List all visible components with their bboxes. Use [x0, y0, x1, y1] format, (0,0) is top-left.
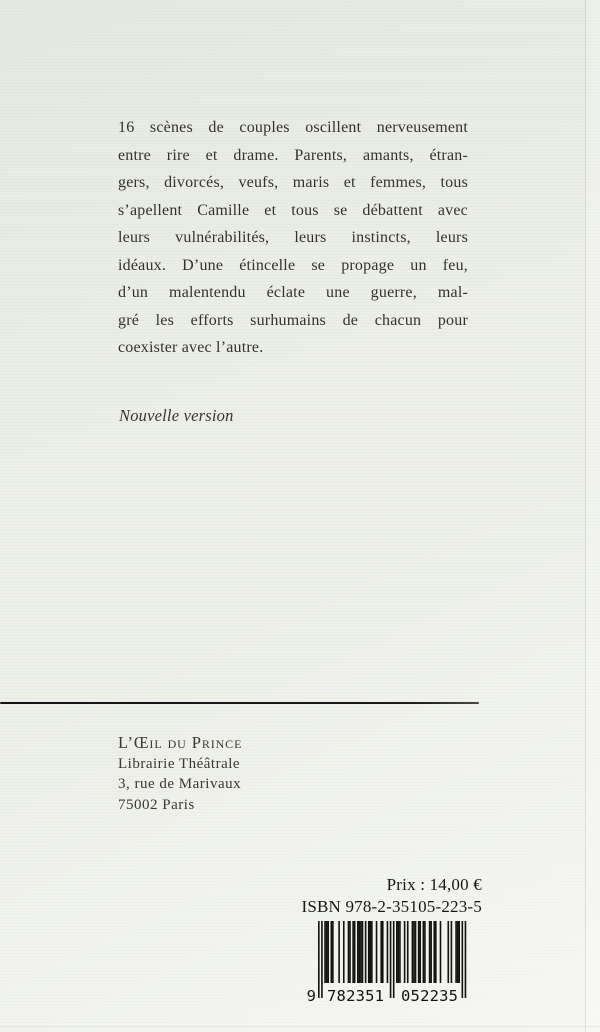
blurb-line: idéaux. D’une étincelle se propage un feu, [118, 256, 468, 274]
blurb-line: s’apellent Camille et tous se débattent avec [118, 201, 468, 219]
publisher-address-line: 3, rue de Marivaux [118, 776, 242, 793]
isbn-label: ISBN 978-2-35105-223-5 [301, 896, 482, 916]
edition-note: Nouvelle version [119, 406, 234, 425]
paper-edge-crease [585, 0, 586, 1032]
divider-rule [0, 702, 479, 704]
barcode-digit-left: 9 [306, 987, 316, 1005]
publisher-address-line: 75002 Paris [118, 796, 195, 813]
blurb-line: leurs vulnérabilités, leurs instincts, leurs [118, 229, 468, 246]
blurb-line: coexister avec l’autre. [118, 339, 264, 356]
blurb-line: d’un malentendu éclate une guerre, mal- [118, 284, 468, 301]
blurb-paragraph [118, 114, 468, 362]
barcode-digit-group1: 782351 [327, 987, 384, 1005]
barcode [306, 921, 469, 1007]
paper-edge-bottom [0, 1026, 600, 1027]
blurb-line: gers, divorcés, veufs, maris et femmes, tous [118, 174, 468, 191]
blurb-line: gré les efforts surhumains de chacun pour [118, 311, 468, 329]
paper-edge-highlight [586, 0, 600, 1032]
blurb-line: 16 scènes de couples oscillent nerveusement [118, 119, 468, 136]
publisher-block [118, 733, 242, 815]
sales-block [301, 874, 482, 917]
publisher-address-line: Librairie Théâtrale [118, 755, 241, 772]
barcode-digit-group2: 052235 [401, 987, 458, 1005]
blurb-line: entre rire et drame. Parents, amants, étran- [118, 146, 468, 164]
price-label: Prix : 14,00 € [386, 875, 482, 894]
publisher-name: L’Œil du Prince [118, 733, 243, 752]
